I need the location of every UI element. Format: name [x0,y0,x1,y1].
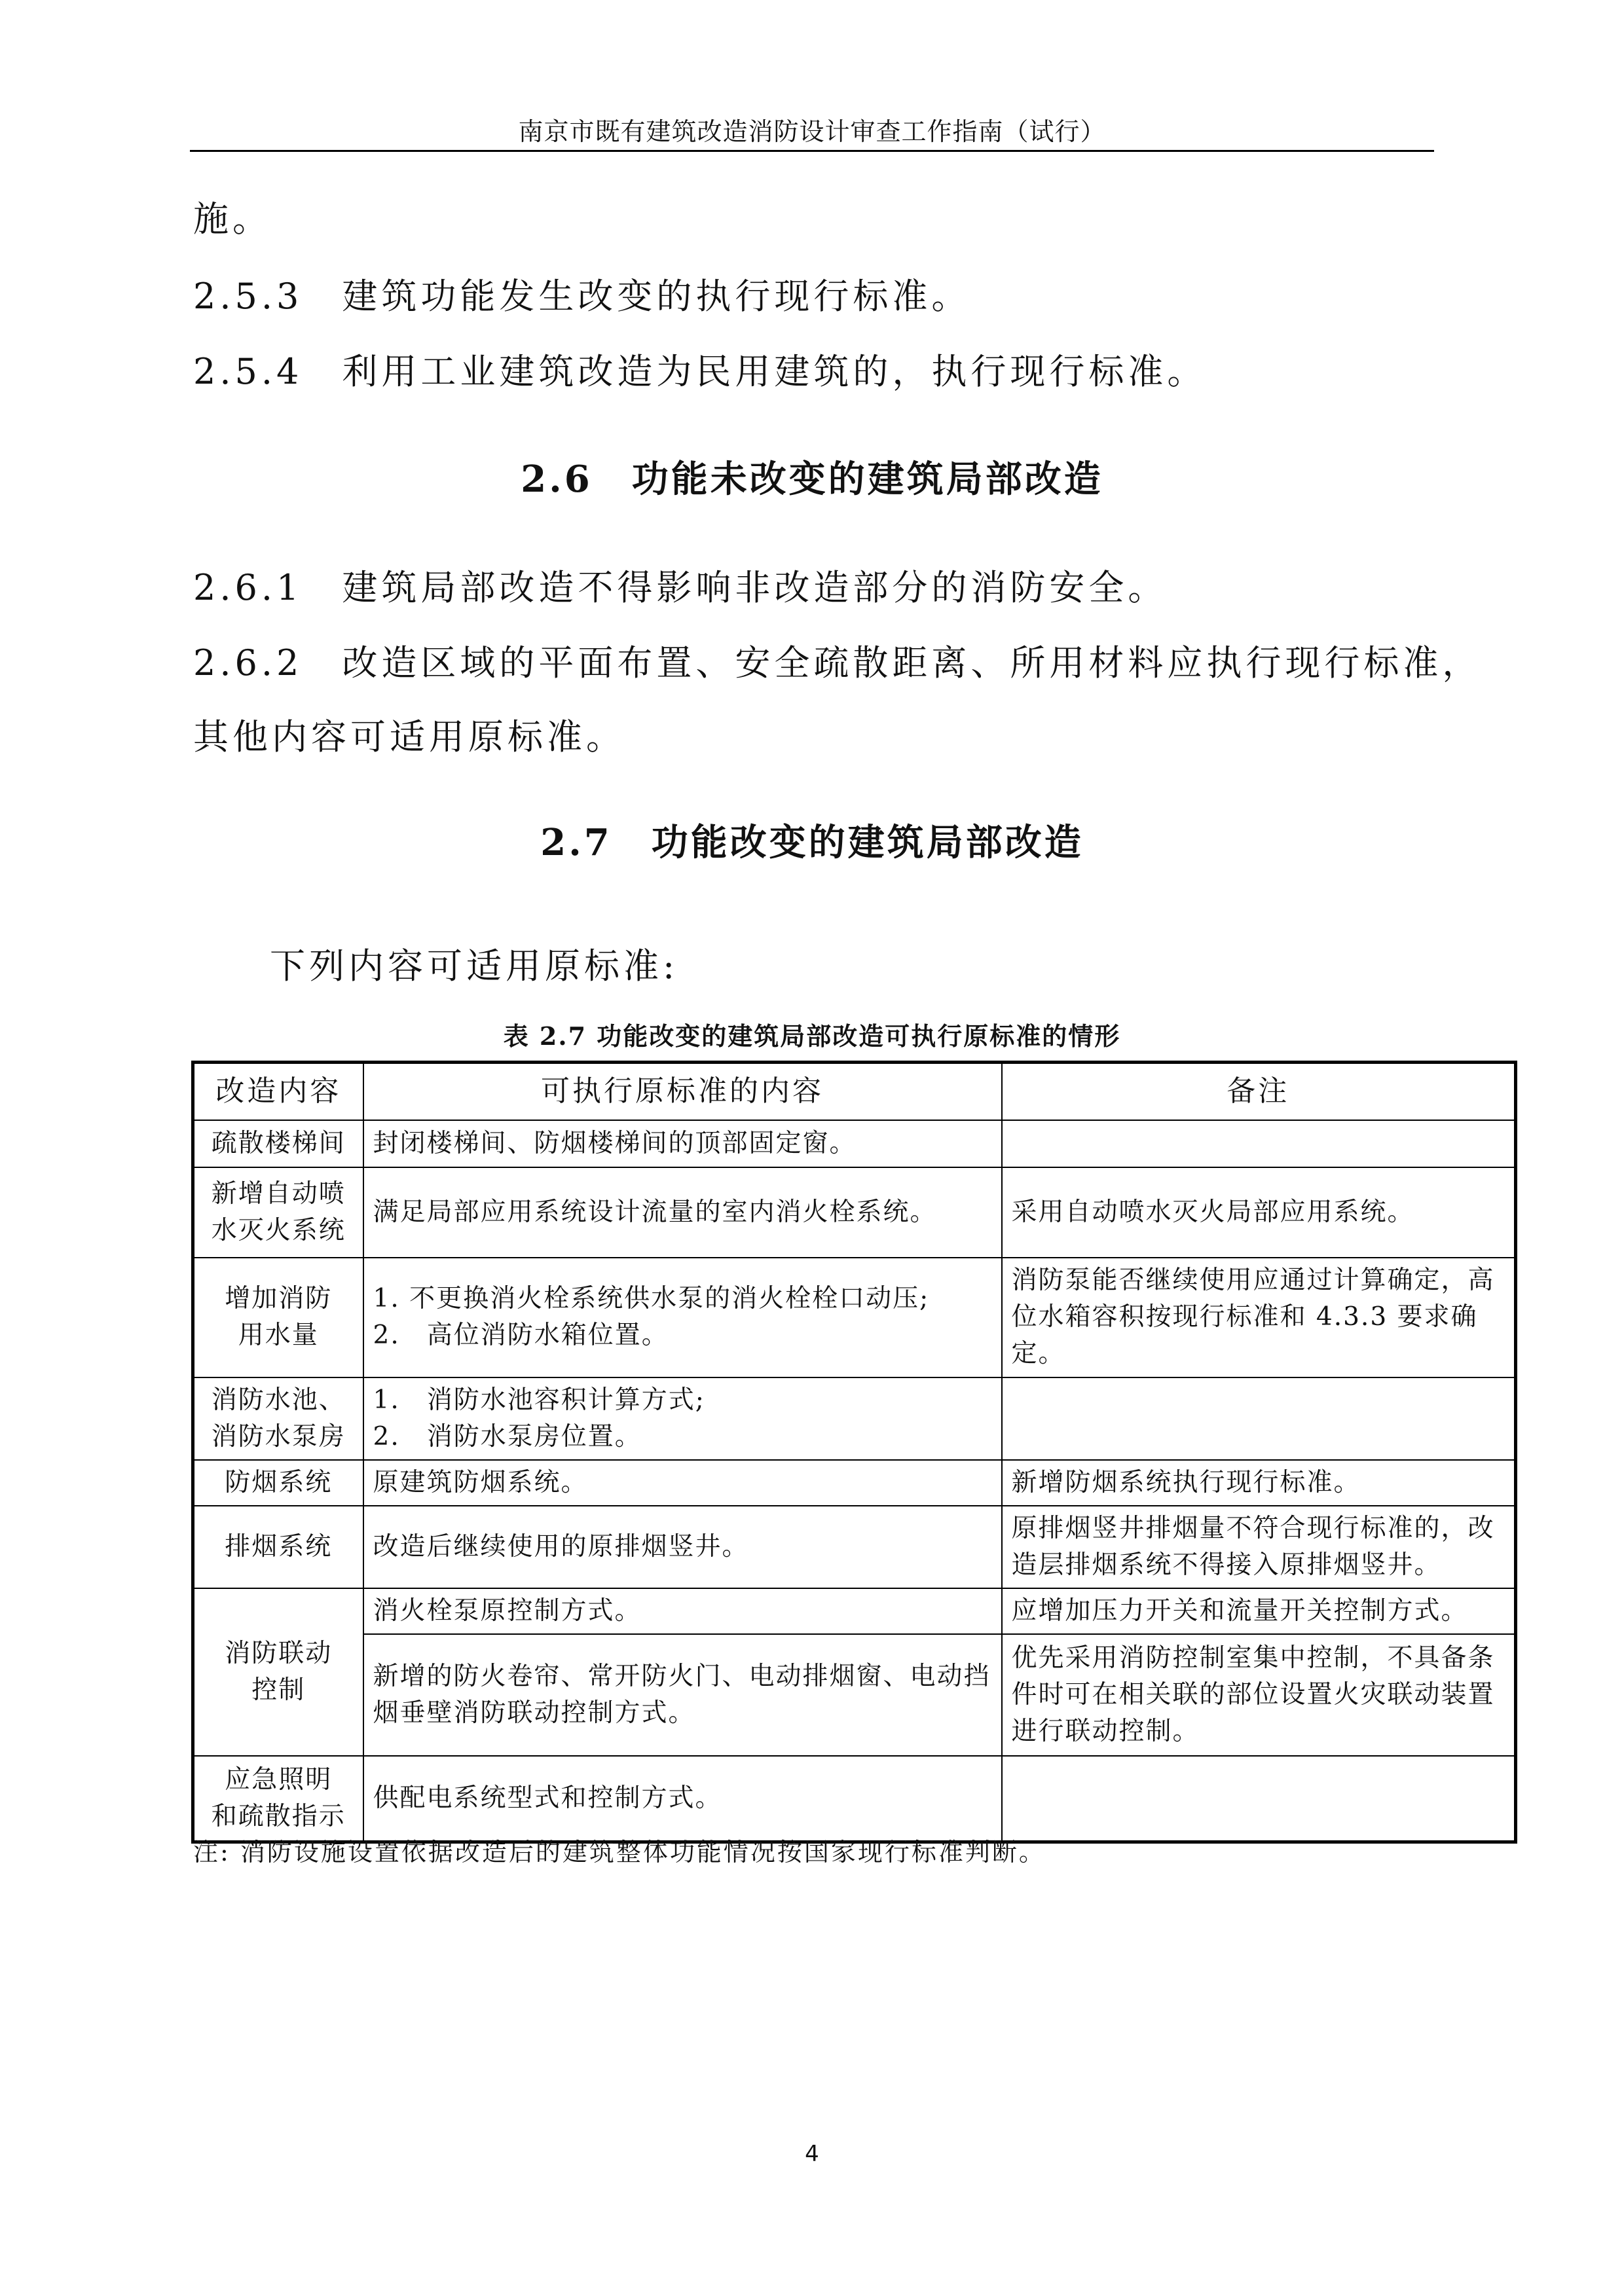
table-row [193,1258,1516,1377]
table-row [193,1634,1516,1756]
cell-content: 供配电系统型式和控制方式。 [363,1756,1002,1842]
cell-content: 封闭楼梯间、防烟楼梯间的顶部固定窗。 [363,1120,1002,1167]
running-header: 南京市既有建筑改造消防设计审查工作指南（试行） [518,117,1106,146]
standards-table [191,1061,1517,1844]
cell-content: 改造后继续使用的原排烟竖井。 [363,1506,1002,1588]
cell-remark: 优先采用消防控制室集中控制，不具备条件时可在相关联的部位设置火灾联动装置进行联动控制。 [1002,1634,1516,1756]
table-caption: 表 2.7 功能改变的建筑局部改造可执行原标准的情形 [503,1021,1121,1051]
clause-2-5-4: 2.5.4 利用工业建筑改造为民用建筑的，执行现行标准。 [193,351,1207,392]
cell-content: 消火栓泵原控制方式。 [363,1588,1002,1634]
cell-content: 1. 消防水池容积计算方式; 2. 消防水泵房位置。 [363,1377,1002,1460]
clause-2-6-1: 2.6.1 建筑局部改造不得影响非改造部分的消防安全。 [193,567,1168,608]
cell-remark: 新增防烟系统执行现行标准。 [1002,1460,1516,1506]
cell-item: 排烟系统 [193,1506,363,1588]
table-row [193,1588,1516,1634]
page-number: 4 [805,2141,819,2167]
cell-content: 满足局部应用系统设计流量的室内消火栓系统。 [363,1167,1002,1258]
cell-remark: 消防泵能否继续使用应通过计算确定，高位水箱容积按现行标准和 4.3.3 要求确定。 [1002,1258,1516,1377]
clause-2-6-2-line1: 2.6.2 改造区域的平面布置、安全疏散距离、所用材料应执行现行标准， [193,642,1482,683]
cell-content: 新增的防火卷帘、常开防火门、电动排烟窗、电动挡烟垂壁消防联动控制方式。 [363,1634,1002,1756]
table-note: 注: 消防设施设置依据改造后的建筑整体功能情况按国家现行标准判断。 [193,1838,1046,1867]
cell-item: 消防水池、 消防水泵房 [193,1377,363,1460]
cell-item: 增加消防 用水量 [193,1258,363,1377]
clause-2-6-2-line2: 其他内容可适用原标准。 [193,716,625,757]
clause-2-5-3: 2.5.3 建筑功能发生改变的执行现行标准。 [193,276,971,317]
table-row [193,1167,1516,1258]
table-header-row [193,1063,1516,1120]
cell-item: 新增自动喷 水灭火系统 [193,1167,363,1258]
cell-content: 原建筑防烟系统。 [363,1460,1002,1506]
cell-remark [1002,1756,1516,1842]
header-divider [190,150,1434,152]
table-intro: 下列内容可适用原标准: [270,945,679,987]
cell-item: 防烟系统 [193,1460,363,1506]
cell-item: 消防联动 控制 [193,1588,363,1756]
cell-content: 1. 不更换消火栓系统供水泵的消火栓栓口动压; 2. 高位消防水箱位置。 [363,1258,1002,1377]
cell-remark: 应增加压力开关和流量开关控制方式。 [1002,1588,1516,1634]
table-row [193,1506,1516,1588]
cell-item: 疏散楼梯间 [193,1120,363,1167]
cell-remark [1002,1120,1516,1167]
column-header: 备注 [1002,1063,1516,1120]
column-header: 可执行原标准的内容 [363,1063,1002,1120]
table-row [193,1377,1516,1460]
section-heading-2-7: 2.7 功能改变的建筑局部改造 [540,821,1084,864]
section-heading-2-6: 2.6 功能未改变的建筑局部改造 [521,458,1103,501]
table-row [193,1460,1516,1506]
table-row [193,1756,1516,1842]
table-row [193,1120,1516,1167]
paragraph-continuation: 施。 [193,198,272,240]
cell-item: 应急照明 和疏散指示 [193,1756,363,1842]
cell-remark: 原排烟竖井排烟量不符合现行标准的，改造层排烟系统不得接入原排烟竖井。 [1002,1506,1516,1588]
column-header: 改造内容 [193,1063,363,1120]
cell-remark: 采用自动喷水灭火局部应用系统。 [1002,1167,1516,1258]
cell-remark [1002,1377,1516,1460]
